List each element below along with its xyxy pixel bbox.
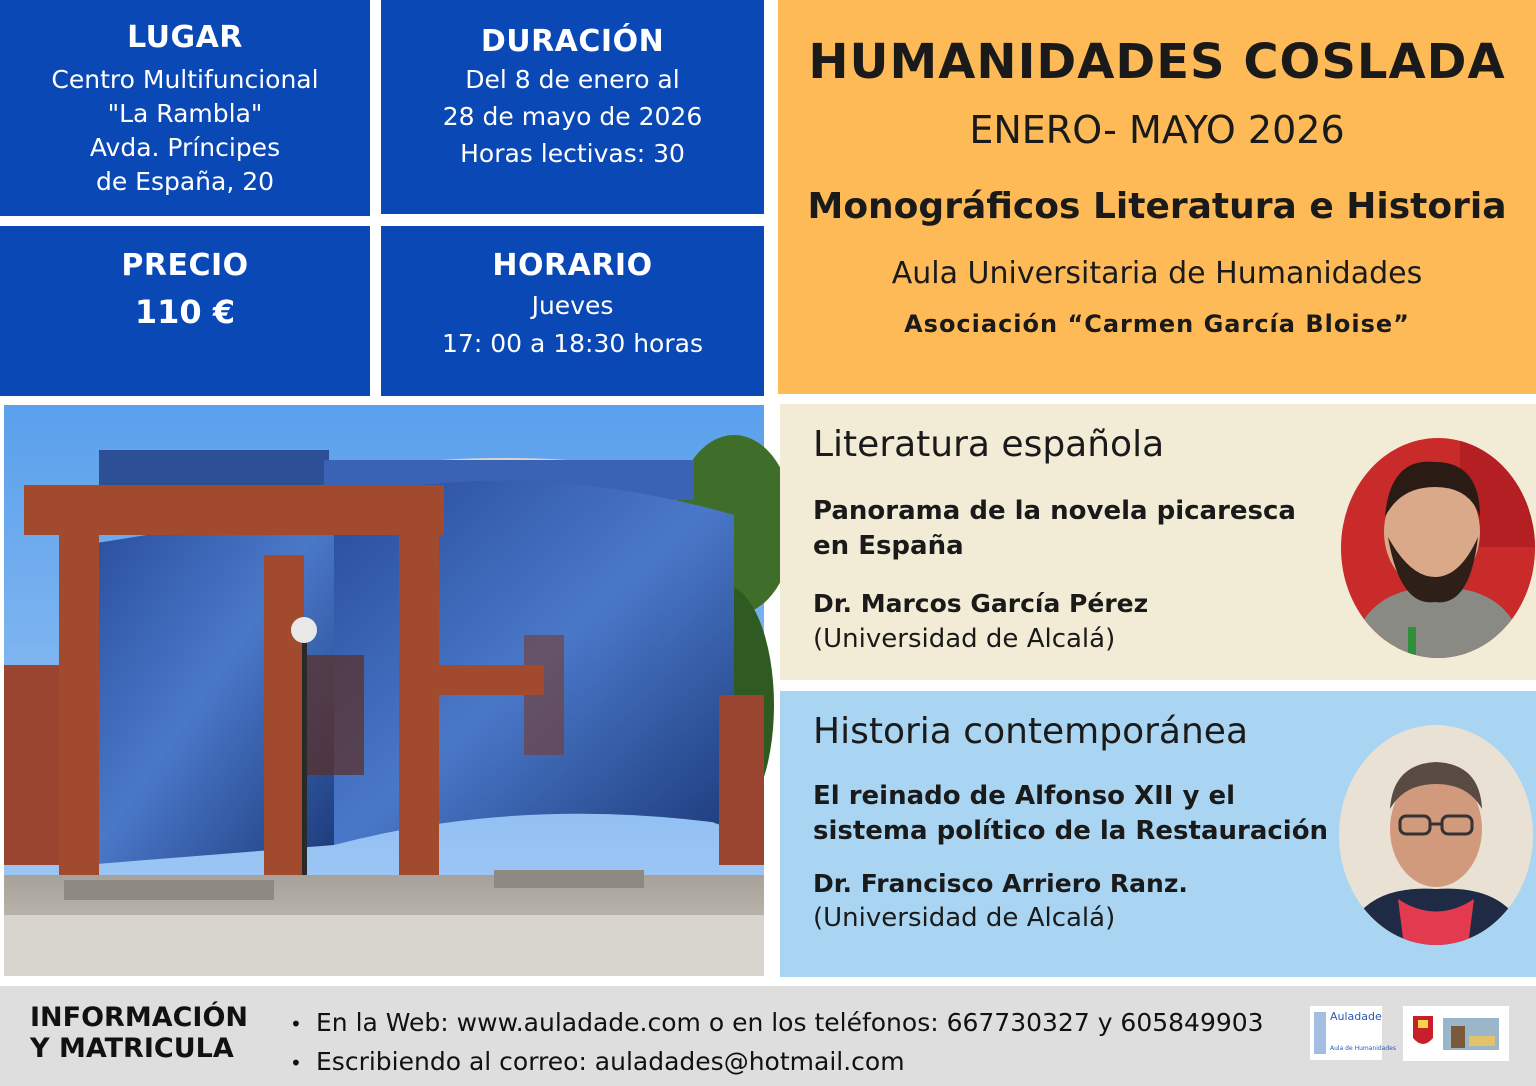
contact-item xyxy=(290,1043,1264,1082)
course-subject: Historia contemporánea xyxy=(813,711,1249,752)
horario-line: Jueves xyxy=(531,291,614,320)
lugar-box xyxy=(0,0,370,216)
professor-portrait xyxy=(1338,724,1534,946)
logo-text: Auladade xyxy=(1330,1010,1382,1023)
course-university: (Universidad de Alcalá) xyxy=(813,903,1116,933)
duracion-line: 28 de mayo de 2026 xyxy=(442,102,703,131)
logo-subtext: Aula de Humanidades xyxy=(1330,1045,1396,1052)
bullet: • xyxy=(290,1012,302,1036)
horario-heading: HORARIO xyxy=(492,248,653,283)
course-title: El reinado de Alfonso XII y el sistema político de la Restauración xyxy=(813,781,1329,846)
subtitle-text: Monográficos Literatura e Historia xyxy=(807,186,1507,227)
duracion-line: Horas lectivas: 30 xyxy=(460,139,685,168)
coslada-logo xyxy=(1403,1006,1509,1061)
horario-line: 17: 00 a 18:30 horas xyxy=(442,329,703,358)
course-university: (Universidad de Alcalá) xyxy=(813,624,1116,654)
course-literatura xyxy=(780,404,1536,680)
auladade-logo xyxy=(1310,1006,1396,1060)
horario-box xyxy=(381,226,764,396)
precio-heading: PRECIO xyxy=(121,248,249,283)
footer-label-line: Y MATRICULA xyxy=(30,1033,234,1064)
lugar-heading: LUGAR xyxy=(127,20,243,55)
building-photo xyxy=(4,405,764,976)
lugar-line: "La Rambla" xyxy=(107,99,263,128)
lugar-line: Centro Multifuncional xyxy=(51,65,319,94)
period-text: ENERO- MAYO 2026 xyxy=(969,108,1345,152)
precio-value: 110 € xyxy=(134,293,236,331)
duracion-box xyxy=(381,0,764,214)
course-subject: Literatura española xyxy=(813,424,1165,465)
organization-text: Aula Universitaria de Humanidades xyxy=(891,256,1423,291)
footer-label-line: INFORMACIÓN xyxy=(30,1002,249,1033)
precio-box xyxy=(0,226,370,396)
course-title: Panorama de la novela picaresca en España xyxy=(813,496,1296,561)
duracion-heading: DURACIÓN xyxy=(480,24,665,59)
association-text: Asociación “Carmen García Bloise” xyxy=(904,310,1410,338)
footer-label xyxy=(30,1002,248,1064)
page-title: HUMANIDADES COSLADA xyxy=(808,34,1506,90)
lugar-line: Avda. Príncipes xyxy=(89,133,281,162)
course-professor: Dr. Francisco Arriero Ranz. xyxy=(813,869,1188,898)
contact-email: Escribiendo al correo: auladades@hotmail.com xyxy=(316,1047,905,1076)
duracion-line: Del 8 de enero al xyxy=(465,65,680,94)
professor-portrait xyxy=(1340,437,1536,659)
course-professor: Dr. Marcos García Pérez xyxy=(813,589,1149,618)
bullet: • xyxy=(290,1051,302,1075)
contact-list xyxy=(290,1004,1264,1082)
contact-item xyxy=(290,1004,1264,1043)
title-panel xyxy=(778,0,1536,394)
lugar-line: de España, 20 xyxy=(95,167,275,196)
course-historia xyxy=(780,691,1536,977)
contact-web-phones: En la Web: www.auladade.com o en los teléfonos: 667730327 y 605849903 xyxy=(316,1008,1264,1037)
footer xyxy=(0,986,1536,1086)
